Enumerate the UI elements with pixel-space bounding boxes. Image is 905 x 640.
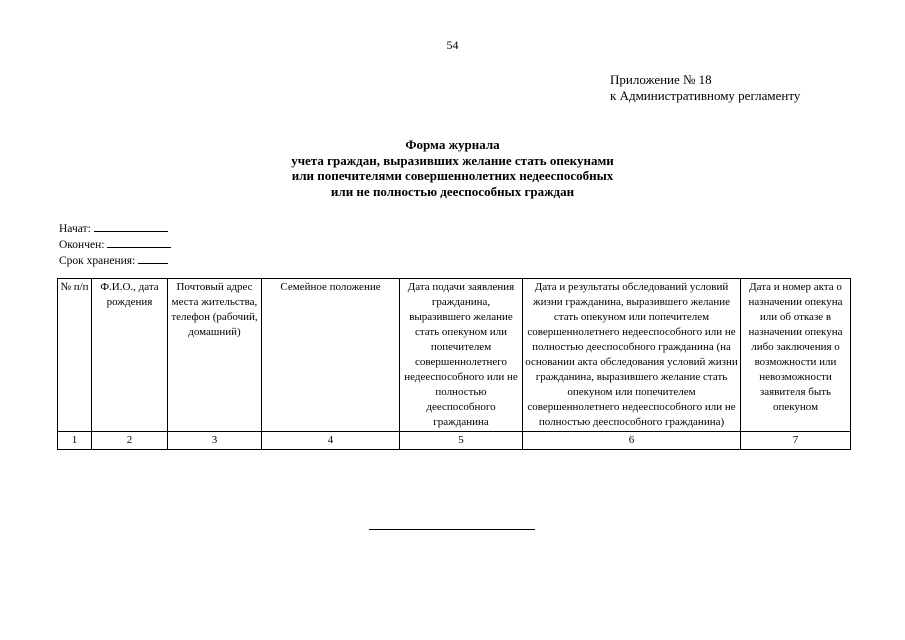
table-row [58, 432, 851, 450]
appendix-line-1: Приложение № 18 [610, 72, 712, 87]
finished-blank-line [107, 237, 171, 248]
column-number-3: 3 [168, 432, 262, 450]
title-line-1: Форма журнала [405, 137, 500, 152]
storage-row [59, 253, 171, 269]
journal-table [57, 278, 851, 450]
finished-row [59, 237, 171, 253]
header-act-details: Дата и номер акта о назначении опекуна или об отказе в назначении опекуна либо заключения о возможности или невозможности заявителя быть опекуном [741, 279, 851, 432]
header-address: Почтовый адрес места жительства, телефон (рабочий, домашний) [168, 279, 262, 432]
column-number-6: 6 [523, 432, 741, 450]
journal-meta [59, 221, 171, 269]
end-divider-line [369, 529, 535, 530]
started-blank-line [94, 221, 168, 232]
started-row [59, 221, 171, 237]
table-header-row [58, 279, 851, 432]
finished-label: Окончен: [59, 239, 105, 251]
header-marital-status: Семейное положение [262, 279, 400, 432]
header-number: № п/п [58, 279, 92, 432]
title-line-4: или не полностью дееспособных граждан [330, 183, 575, 199]
header-full-name: Ф.И.О., дата рождения [92, 279, 168, 432]
column-number-2: 2 [92, 432, 168, 450]
page-number: 54 [446, 38, 459, 52]
title-line-3: или попечителями совершеннолетних недееспособных [291, 168, 614, 183]
started-label: Начат: [59, 223, 91, 235]
appendix-line-2: к Административному регламенту [610, 88, 801, 103]
title-line-2: учета граждан, выразивших желание стать опекунами [291, 152, 614, 168]
column-number-4: 4 [262, 432, 400, 450]
storage-blank-line [138, 253, 168, 264]
appendix-reference [610, 72, 800, 104]
header-inspection-results: Дата и результаты обследований условий жизни гражданина, выразившего желание стать опекуном или попечителем совершеннолетнего недееспособного или не полностью дееспособного гражданина (на основании акта обследования условий жизни гражданина, выразившего желание стать опекуном или попечителем совершеннолетнего недееспособного или не полностью дееспособного гражданина) [523, 279, 741, 432]
column-number-7: 7 [741, 432, 851, 450]
column-number-1: 1 [58, 432, 92, 450]
document-title [0, 137, 905, 199]
column-number-5: 5 [400, 432, 523, 450]
storage-label: Срок хранения: [59, 255, 136, 267]
header-application-date: Дата подачи заявления гражданина, выразившего желание стать опекуном или попечителем совершеннолетнего недееспособного или не полностью дееспособного гражданина [400, 279, 523, 432]
